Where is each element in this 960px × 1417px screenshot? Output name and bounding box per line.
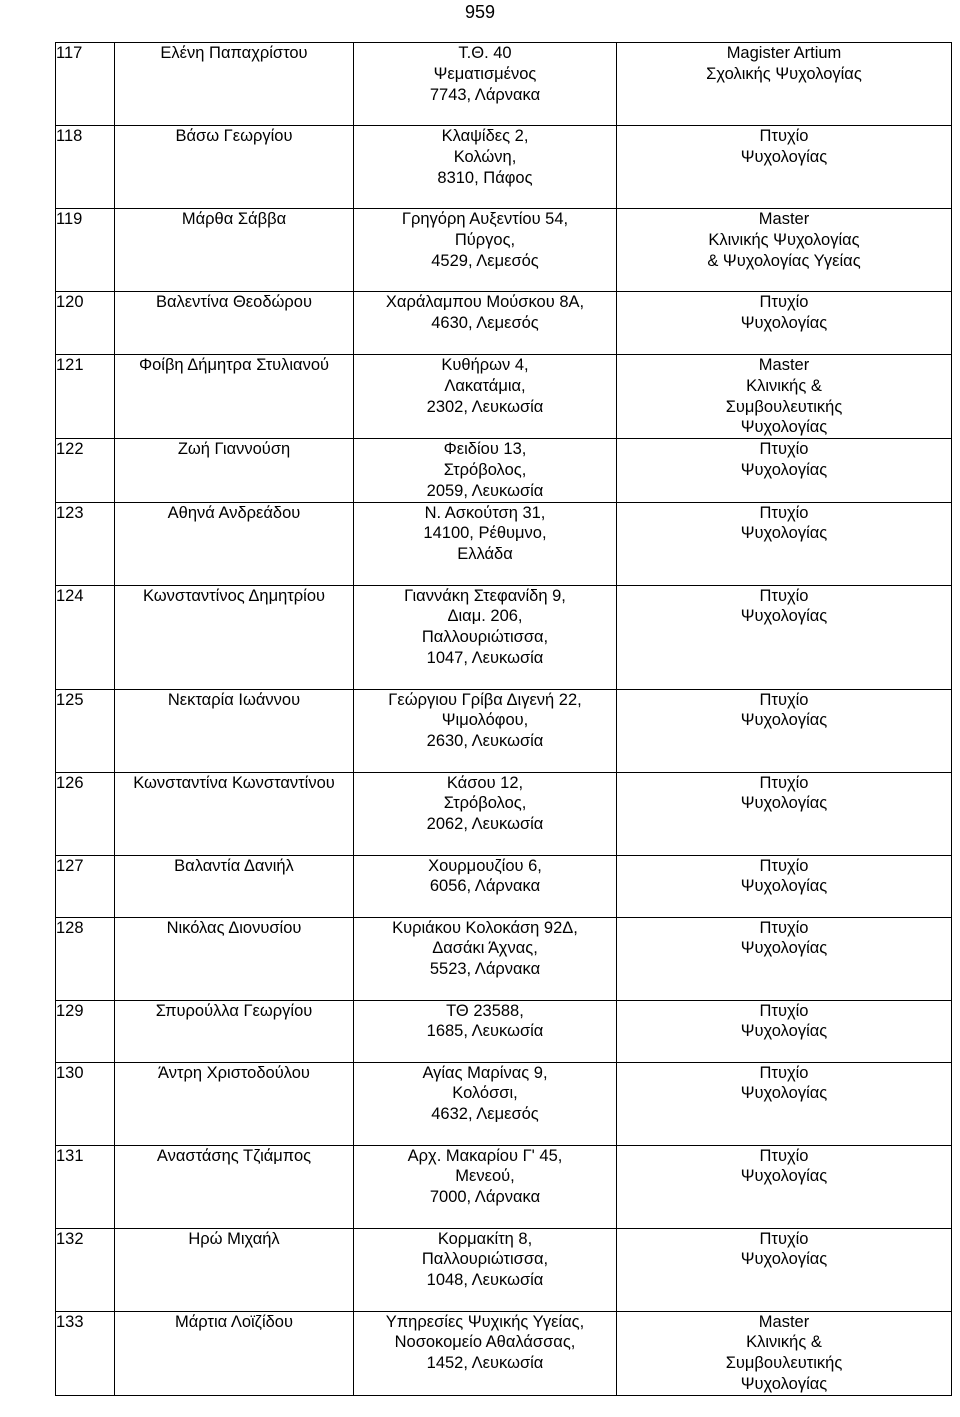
entry-number: 125 xyxy=(56,689,115,772)
table-row xyxy=(56,1000,952,1062)
registry-table xyxy=(55,42,952,1396)
entry-name: Νικόλας Διονυσίου xyxy=(115,917,354,1000)
entry-address: Αγίας Μαρίνας 9, Κολόσσι, 4632, Λεμεσός xyxy=(422,1063,548,1124)
table-row xyxy=(56,1228,952,1311)
entry-address: Φειδίου 13, Στρόβολος, 2059, Λευκωσία xyxy=(426,440,544,500)
entry-name: Μάρθα Σάββα xyxy=(115,209,354,292)
table-row xyxy=(56,855,952,917)
entry-number: 132 xyxy=(56,1228,115,1311)
entry-number: 127 xyxy=(56,855,115,917)
entry-address: Χαράλαμπου Μούσκου 8Α, 4630, Λεμεσός xyxy=(385,293,585,332)
table-row xyxy=(56,1145,952,1228)
entry-number: 126 xyxy=(56,772,115,855)
entry-address: Υπηρεσίες Ψυχικής Υγείας, Νοσοκομείο Αθαλάσσας, 1452, Λευκωσία xyxy=(385,1312,585,1373)
table-row xyxy=(56,1062,952,1145)
table-row xyxy=(56,917,952,1000)
entry-number: 121 xyxy=(56,355,115,439)
entry-name: Ελένη Παπαχρίστου xyxy=(115,43,354,126)
entry-qualification: Master Κλινικής & Συμβουλευτικής Ψυχολογίας xyxy=(725,1312,843,1393)
page-number: 959 xyxy=(464,2,496,22)
entry-name: Αναστάσης Τζιάμπος xyxy=(115,1145,354,1228)
entry-qualification: Master Κλινικής Ψυχολογίας & Ψυχολογίας Υγείας xyxy=(707,210,861,270)
entry-number: 129 xyxy=(56,1000,115,1062)
entry-address: Κορμακίτη 8, Παλλουριώτισσα, 1048, Λευκωσία xyxy=(421,1229,549,1290)
entry-number: 131 xyxy=(56,1145,115,1228)
entry-address: Κλαψίδες 2, Κολώνη, 8310, Πάφος xyxy=(437,127,533,187)
entry-qualification: Πτυχίο Ψυχολογίας xyxy=(740,690,828,730)
entry-name: Βαλαντία Δανιήλ xyxy=(115,855,354,917)
table-row xyxy=(56,689,952,772)
entry-address: ΤΘ 23588, 1685, Λευκωσία xyxy=(426,1001,544,1041)
entry-number: 128 xyxy=(56,917,115,1000)
entry-qualification: Πτυχίο Ψυχολογίας xyxy=(740,856,828,896)
entry-qualification: Master Κλινικής & Συμβουλευτικής Ψυχολογίας xyxy=(725,356,843,437)
entry-qualification: Πτυχίο Ψυχολογίας xyxy=(740,440,828,479)
entry-address: Τ.Θ. 40 Ψεματισμένος 7743, Λάρνακα xyxy=(429,44,541,104)
entry-name: Ζωή Γιαννούση xyxy=(115,439,354,502)
entry-number: 120 xyxy=(56,292,115,355)
table-row xyxy=(56,439,952,502)
table-row xyxy=(56,585,952,689)
entry-address: Γιαννάκη Στεφανίδη 9, Διαμ. 206, Παλλουριώτισσα, 1047, Λευκωσία xyxy=(404,586,566,667)
entry-address: Ν. Ασκούτση 31, 14100, Ρέθυμνο, Ελλάδα xyxy=(423,503,547,564)
entry-name: Φοίβη Δήμητρα Στυλιανού xyxy=(115,355,354,439)
entry-number: 119 xyxy=(56,209,115,292)
table-row xyxy=(56,126,952,209)
entry-qualification: Πτυχίο Ψυχολογίας xyxy=(740,586,828,626)
table-row xyxy=(56,292,952,355)
entry-address: Γρηγόρη Αυξεντίου 54, Πύργος, 4529, Λεμεσός xyxy=(401,210,569,270)
entry-name: Κωνσταντίνα Κωνσταντίνου xyxy=(115,772,354,855)
entry-qualification: Πτυχίο Ψυχολογίας xyxy=(740,1001,828,1041)
entry-number: 124 xyxy=(56,585,115,689)
entry-name: Βάσω Γεωργίου xyxy=(115,126,354,209)
entry-number: 130 xyxy=(56,1062,115,1145)
entry-qualification: Πτυχίο Ψυχολογίας xyxy=(740,127,828,166)
entry-qualification: Πτυχίο Ψυχολογίας xyxy=(740,293,828,332)
table-row xyxy=(56,43,952,126)
entry-number: 133 xyxy=(56,1311,115,1395)
table-row xyxy=(56,772,952,855)
registry-body xyxy=(56,43,952,1396)
entry-qualification: Magister Artium Σχολικής Ψυχολογίας xyxy=(706,44,862,83)
entry-address: Κυριάκου Κολοκάση 92Δ, Δασάκι Άχνας, 5523, Λάρνακα xyxy=(392,918,578,979)
entry-qualification: Πτυχίο Ψυχολογίας xyxy=(740,773,828,813)
entry-name: Σπυρούλλα Γεωργίου xyxy=(115,1000,354,1062)
entry-name: Άντρη Χριστοδούλου xyxy=(115,1062,354,1145)
entry-name: Ηρώ Μιχαήλ xyxy=(115,1228,354,1311)
entry-address: Κάσου 12, Στρόβολος, 2062, Λευκωσία xyxy=(426,773,544,834)
entry-address: Κυθήρων 4, Λακατάμια, 2302, Λευκωσία xyxy=(426,356,544,416)
entry-name: Μάρτια Λοϊζίδου xyxy=(115,1311,354,1395)
entry-name: Νεκταρία Ιωάννου xyxy=(115,689,354,772)
entry-qualification: Πτυχίο Ψυχολογίας xyxy=(740,1063,828,1103)
entry-qualification: Πτυχίο Ψυχολογίας xyxy=(740,1146,828,1186)
entry-number: 118 xyxy=(56,126,115,209)
entry-name: Αθηνά Ανδρεάδου xyxy=(115,502,354,585)
entry-address: Χουρμουζίου 6, 6056, Λάρνακα xyxy=(428,856,542,896)
entry-address: Αρχ. Μακαρίου Γ' 45, Μενεού, 7000, Λάρνακα xyxy=(407,1146,563,1207)
table-row xyxy=(56,502,952,585)
entry-address: Γεώργιου Γρίβα Διγενή 22, Ψιμολόφου, 2630, Λευκωσία xyxy=(388,690,582,751)
entry-number: 122 xyxy=(56,439,115,502)
entry-number: 117 xyxy=(56,43,115,126)
table-row xyxy=(56,209,952,292)
entry-qualification: Πτυχίο Ψυχολογίας xyxy=(740,918,828,958)
entry-name: Κωνσταντίνος Δημητρίου xyxy=(115,585,354,689)
table-row xyxy=(56,355,952,439)
entry-name: Βαλεντίνα Θεοδώρου xyxy=(115,292,354,355)
entry-number: 123 xyxy=(56,502,115,585)
entry-qualification: Πτυχίο Ψυχολογίας xyxy=(740,503,828,543)
table-row xyxy=(56,1311,952,1395)
entry-qualification: Πτυχίο Ψυχολογίας xyxy=(740,1229,828,1269)
